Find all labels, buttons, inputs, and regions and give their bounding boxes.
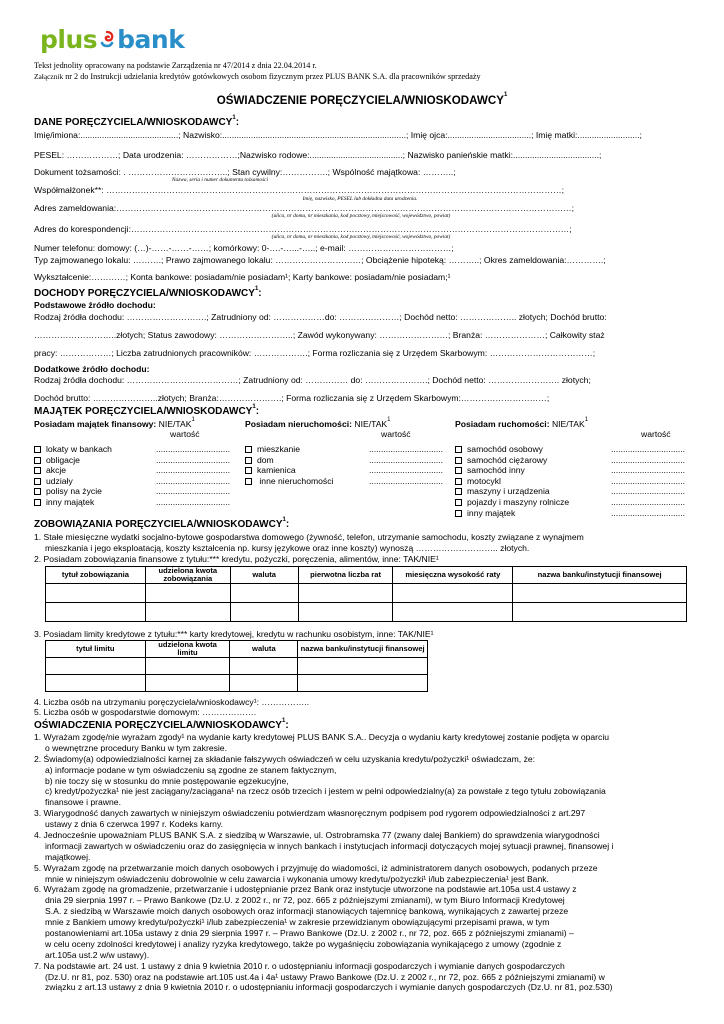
section-heading-zobowiazania xyxy=(34,519,688,531)
asset-financial-item-value[interactable]: ............................... xyxy=(156,486,231,497)
asset-realestate-item-label: kamienica xyxy=(257,465,296,476)
dochody-heading-text: DOCHODY PORĘCZYCIELA/WNIOSKODAWCY xyxy=(34,288,255,299)
asset-movable-item-label: pojazdy i maszyny rolnicze xyxy=(467,496,570,507)
majatek-heading-text: MAJĄTEK PORĘCZYCIELA/WNIOSKODAWCY xyxy=(34,406,253,417)
checkbox-icon[interactable] xyxy=(455,510,462,517)
assets-financial-heading xyxy=(34,419,244,429)
obligations-column-header: nazwa banku/instytucji finansowej xyxy=(513,567,687,584)
credit-limits-cell[interactable] xyxy=(230,675,298,692)
assets-financial-value-label: wartość xyxy=(170,429,200,440)
obligations-cell[interactable] xyxy=(513,584,687,603)
declaration-line: S.A. z siedzibą w Warszawie moich danych osobowych oraz informacji stanowiących tajemnicę bankową, wynikających z zawartej przeze xyxy=(45,906,569,917)
declaration-line: 6. Wyrażam zgodę na gromadzenie, przetwarzanie i udostępnianie przez Bank oraz instytucje utworzone na podstawie art.105a ust.4 ustawy z xyxy=(34,884,577,895)
checkbox-icon[interactable] xyxy=(245,457,252,464)
checkbox-icon[interactable] xyxy=(34,488,41,495)
dochody-heading-sup: 1 xyxy=(254,286,259,292)
declaration-line: majątkowej. xyxy=(45,851,91,862)
asset-movable-item xyxy=(455,465,688,476)
title-text: OŚWIADCZENIE PORĘCZYCIELA/WNIOSKODAWCY xyxy=(216,94,504,107)
dane-hint-spouse: Imię, nazwisko, PESEL lub dokładna data urodzenia. xyxy=(302,196,418,202)
declaration-line: b) nie toczy się w stosunku do mnie postępowanie egzekucyjne, xyxy=(45,775,289,786)
dane-line-housing[interactable]: Typ zajmowanego lokalu: ……….; Prawo zajmowanego lokalu: …………………………; Obciążenie hipoteką: ………..; Okres zameldowania:………….; xyxy=(34,255,606,265)
obligations-cell[interactable] xyxy=(145,584,230,603)
dane-heading-sup: 1 xyxy=(232,115,236,121)
asset-movable-item xyxy=(455,444,688,455)
asset-movable-item-label: maszyny i urządzenia xyxy=(467,486,550,497)
dochody-line-1[interactable]: Rodzaj źródła dochodu: ……………………….; Zatrudniony od: ………………do: …………………; Dochód netto: ……………….. złotych; Dochód brutto: xyxy=(34,312,607,322)
obligations-table-body xyxy=(46,584,687,622)
title-footnote-mark: 1 xyxy=(503,92,508,98)
obligations-cell[interactable] xyxy=(298,584,393,603)
zobowiazania-item-1: 1. Stałe miesięczne wydatki socjalno-bytowe gospodarstwa domowego (żywność, telefon, utrzymanie samochodu, koszty związane z wynajmem xyxy=(34,532,584,542)
asset-financial-item-label: inny majątek xyxy=(46,496,95,507)
assets-realestate-title: Posiadam nieruchomości: xyxy=(245,419,352,429)
checkbox-icon[interactable] xyxy=(245,446,252,453)
asset-financial-item xyxy=(34,476,244,487)
credit-limits-column-header: tytuł limitu xyxy=(46,641,146,658)
asset-financial-item-label: obligacje xyxy=(46,454,80,465)
asset-movable-item xyxy=(455,508,688,519)
asset-movable-item-value[interactable]: ............................... xyxy=(611,507,686,518)
dochody-heading-colon: : xyxy=(258,288,262,299)
zobowiazania-item-2[interactable]: 2. Posiadam zobowiązania finansowe z tytułu:*** kredytu, pożyczki, poręczenia, alimentów, inne: TAK/NIE¹ xyxy=(34,554,439,564)
asset-realestate-item-value[interactable]: ............................... xyxy=(369,454,444,465)
declaration-line: o wewnętrzne procedury Banku w tym zakresie. xyxy=(45,742,227,753)
declaration-line: mnie z Bankiem umowy kredytu/pożyczki¹ i/lub zabezpieczenia¹ w zakresie przewidzianym obowiązującymi przepisami prawa, w tym xyxy=(45,917,550,928)
section-heading-dochody xyxy=(34,288,688,300)
declaration-line: 3. Wiarygodność danych zawartych w niniejszym oświadczeniu potwierdzam własnoręcznym podpisem pod rygorem odpowiedzialności z art.297 xyxy=(34,808,586,819)
asset-financial-item xyxy=(34,455,244,466)
dane-heading-text: DANE PORĘCZYCIELA/WNIOSKODAWCY xyxy=(34,117,233,128)
checkbox-icon[interactable] xyxy=(455,467,462,474)
zobowiazania-heading-sup: 1 xyxy=(282,517,286,523)
dane-hint-correspondence-address: (ulica, nr domu, nr mieszkania, kod pocztowy, miejscowość, województwo, powiat) xyxy=(271,234,451,240)
oswiadczenia-heading-colon: : xyxy=(285,720,289,731)
obligations-column-header: udzielona kwota zobowiązania xyxy=(145,567,230,584)
asset-realestate-item-label: inne nieruchomości xyxy=(257,475,334,486)
asset-financial-item-value[interactable]: ............................... xyxy=(156,496,231,507)
checkbox-icon[interactable] xyxy=(245,467,252,474)
dane-heading-colon: : xyxy=(235,117,240,128)
asset-financial-item xyxy=(34,497,244,508)
zobowiazania-heading-colon: : xyxy=(285,519,290,530)
assets-financial-column xyxy=(34,419,244,508)
logo-text-bank: bank xyxy=(117,24,185,54)
asset-financial-item-label: polisy na życie xyxy=(46,486,102,497)
obligations-row xyxy=(46,603,687,622)
plus-bank-logo xyxy=(40,24,184,56)
declaration-line: a) informacje podane w tym oświadczeniu są zgodne ze stanem faktycznym, xyxy=(45,764,337,775)
assets-financial-title: Posiadam majątek finansowy: xyxy=(34,419,157,429)
oswiadczenia-heading-sup: 1 xyxy=(281,718,286,724)
obligations-column-header: pierwotna liczba rat xyxy=(298,567,393,584)
checkbox-icon[interactable] xyxy=(455,446,462,453)
obligations-cell[interactable] xyxy=(393,584,513,603)
declaration-line: 4. Jednocześnie upoważniam PLUS BANK S.A. z siedzibą w Warszawie, ul. Ostrobramska 77 (zwany dalej Bankiem) do sprawdzenia wiarygodności xyxy=(34,830,600,841)
asset-realestate-item-value[interactable]: ............................... xyxy=(369,475,444,486)
asset-realestate-item xyxy=(245,444,455,455)
dane-line-correspondence-address[interactable]: Adres do korespondencji:………………………………………………………………………………………………………………………………………; xyxy=(34,224,572,234)
dane-line-pesel[interactable]: PESEL: ………………; Data urodzenia: ………………;Nazwisko rodowe:.......................................; Nazwisko panieńskie matki:....................................; xyxy=(34,150,602,160)
dane-hint-document: Nazwa, seria i numer dokumentu tożsamości xyxy=(171,177,269,183)
asset-realestate-item xyxy=(245,476,455,487)
asset-financial-item-value[interactable]: ............................... xyxy=(156,475,231,486)
checkbox-icon[interactable] xyxy=(34,467,41,474)
asset-movable-item-label: motocykl xyxy=(467,475,501,486)
asset-realestate-item-label: mieszkanie xyxy=(257,443,300,454)
asset-realestate-item xyxy=(245,465,455,476)
asset-movable-item-value[interactable]: ............................... xyxy=(611,465,686,476)
zobowiazania-item-1-cont[interactable]: mieszkania i jego eksploatacją, koszty kształcenia np. kursy językowe oraz inne koszty) wynoszą ……………………….. złotych. xyxy=(45,543,530,553)
credit-limits-cell[interactable] xyxy=(145,675,230,692)
obligations-cell[interactable] xyxy=(393,603,513,622)
asset-financial-item-label: akcje xyxy=(46,465,67,476)
asset-movable-item xyxy=(455,497,688,508)
checkbox-icon[interactable] xyxy=(34,478,41,485)
obligations-table-header xyxy=(46,567,687,584)
declaration-line: mnie w niniejszym oświadczeniu dobrowolnie w celu zawarcia i wykonania umowy kredytu/pożyczki¹ i/lub zabezpieczenia¹ jest Bank. xyxy=(45,873,549,884)
checkbox-icon[interactable] xyxy=(455,499,462,506)
assets-movable-heading xyxy=(455,419,688,429)
checkbox-icon[interactable] xyxy=(455,488,462,495)
asset-movable-item-label: samochód osobowy xyxy=(467,443,543,454)
asset-financial-item xyxy=(34,465,244,476)
declaration-line: 1. Wyrażam zgodę/nie wyrażam zgody¹ na wydanie karty kredytowej PLUS BANK S.A.. Decyzja o wydaniu karty kredytowej zostanie podjęta w oparciu xyxy=(34,732,610,742)
logo-swirl-icon xyxy=(98,29,116,51)
dochody-line-5[interactable]: Dochód brutto: …………………..złotych; Branża:………………….; Forma rozliczania się z Urzędem Skarbowym:…………………………; xyxy=(34,393,550,403)
majatek-heading-sup: 1 xyxy=(252,404,256,410)
credit-limits-cell[interactable] xyxy=(46,658,146,675)
credit-limits-table-body xyxy=(46,658,428,692)
asset-movable-item-value[interactable]: ............................... xyxy=(611,475,686,486)
declaration-line: finansowe i prawne. xyxy=(45,797,121,808)
declaration-line: 7. Na podstawie art. 24 ust. 1 ustawy z dnia 9 kwietnia 2010 r. o udostępnianiu informacji gospodarczych i wymianie danych gospodarczych xyxy=(34,960,565,971)
dane-line-phone[interactable]: Numer telefonu: domowy: (…)-……-……-……; komórkowy: 0-….-…...-…..; e-mail: ………………………………; xyxy=(34,243,454,253)
obligations-row xyxy=(46,584,687,603)
declaration-line: 2. Świadomy(a) odpowiedzialności karnej za składanie fałszywych oświadczeń w celu uzyskania kredytu/pożyczki¹ oświadczam, że: xyxy=(34,753,536,764)
credit-limits-table-header xyxy=(46,641,428,658)
logo-text-plus: plus xyxy=(40,24,98,54)
obligations-table xyxy=(45,566,687,622)
asset-realestate-item xyxy=(245,455,455,466)
assets-financial-list xyxy=(34,444,244,508)
oswiadczenia-heading-text: OŚWIADCZENIA PORĘCZYCIELA/WNIOSKODAWCY xyxy=(34,720,282,731)
dane-line-education[interactable]: Wykształcenie:…………; Konta bankowe: posiadam/nie posiadam¹; Karty bankowe: posiadam/nie posiadam;¹ xyxy=(34,272,451,282)
credit-limits-column-header: nazwa banku/instytucji finansowej xyxy=(298,641,428,658)
obligations-cell[interactable] xyxy=(230,603,298,622)
credit-limits-row xyxy=(46,658,428,675)
checkbox-icon[interactable] xyxy=(34,499,41,506)
obligations-cell[interactable] xyxy=(298,603,393,622)
credit-limits-cell[interactable] xyxy=(46,675,146,692)
obligations-cell[interactable] xyxy=(145,603,230,622)
credit-limits-column-header: udzielona kwota limitu xyxy=(145,641,230,658)
credit-limits-cell[interactable] xyxy=(298,675,428,692)
checkbox-icon[interactable] xyxy=(455,478,462,485)
declarations-list xyxy=(34,732,688,993)
assets-movable-sup: 1 xyxy=(584,417,589,423)
assets-movable-value-label: wartość xyxy=(641,429,671,440)
section-heading-majatek xyxy=(34,406,688,418)
credit-limits-cell[interactable] xyxy=(145,658,230,675)
section-heading-oswiadczenia xyxy=(34,720,688,732)
asset-financial-item-label: udziały xyxy=(46,475,73,486)
declaration-line: związku z art.13 ustawy z dnia 9 kwietnia 2010 r. o udostępnianiu informacji gospodarczych i wymianie danych gospodarczych (Dz.U. nr 81, poz.530) xyxy=(45,982,613,993)
header-line-2 xyxy=(34,72,481,83)
dane-hint-registered-address: (ulica, nr domu, nr mieszkania, kod pocztowy, miejscowość, województwo, powiat) xyxy=(271,213,451,219)
assets-movable-option[interactable]: NIE/TAK xyxy=(549,419,585,429)
asset-movable-item-value[interactable]: ............................... xyxy=(611,443,686,454)
obligations-cell[interactable] xyxy=(513,603,687,622)
asset-movable-item-label: inny majątek xyxy=(467,507,516,518)
declaration-line: postanowieniami art.105a ustawy z dnia 29 sierpnia 1997 r. – Prawo Bankowe (Dz.U. z 2002 r., nr 72, poz. 665 z późniejszymi zmianami) – xyxy=(45,928,574,939)
obligations-column-header: miesięczna wysokość raty xyxy=(393,567,513,584)
credit-limits-table xyxy=(45,640,428,692)
assets-realestate-list xyxy=(245,444,455,486)
credit-limits-row xyxy=(46,675,428,692)
obligations-cell[interactable] xyxy=(230,584,298,603)
document-header xyxy=(34,61,481,82)
asset-financial-item-value[interactable]: ............................... xyxy=(156,465,231,476)
dane-line-registered-address[interactable]: Adres zameldowania:……………………………………………………………………………………………………………………………………………; xyxy=(34,203,575,213)
checkbox-icon[interactable] xyxy=(455,457,462,464)
zobowiazania-item-5[interactable]: 5. Liczba osób w gospodarstwie domowym: ………………. xyxy=(34,707,257,717)
asset-financial-item-label: lokaty w bankach xyxy=(46,443,112,454)
obligations-cell[interactable] xyxy=(46,584,146,603)
declaration-line: w celu oceny zdolności kredytowej i analizy ryzyka kredytowego, także po wygaśnięciu zobowiązania wynikającego z umowy (zgodnie z xyxy=(45,938,562,949)
zobowiazania-heading-text: ZOBOWIĄZANIA PORĘCZYCIELA/WNIOSKODAWCY xyxy=(34,519,283,530)
credit-limits-cell[interactable] xyxy=(298,658,428,675)
asset-movable-item-value[interactable]: ............................... xyxy=(611,486,686,497)
declaration-line: ustawy z dnia 6 czerwca 1997 r. Kodeks karny. xyxy=(45,819,224,830)
assets-movable-column xyxy=(455,419,688,518)
checkbox-icon[interactable] xyxy=(245,478,252,485)
obligations-cell[interactable] xyxy=(46,603,146,622)
assets-financial-option[interactable]: NIE/TAK xyxy=(156,419,192,429)
declaration-line: c) kredyt/pożyczka¹ nie jest zaciągany/zaciągana¹ na rzecz osób trzecich i jestem w pełni odpowiedzialny(a) za powstałe z tego tytułu zobowiązania xyxy=(45,786,606,797)
section-heading-dane xyxy=(34,117,688,129)
checkbox-icon[interactable] xyxy=(34,457,41,464)
assets-realestate-heading xyxy=(245,419,455,429)
declaration-line: informacji zawartych w oświadczeniu oraz do zasięgnięcia w innych bankach i instytucjach informacji dotyczących mojej sytuacji prawnej, finansowej i xyxy=(45,840,614,851)
dochody-additional-heading: Dodatkowe źródło dochodu: xyxy=(34,364,150,374)
assets-financial-sup: 1 xyxy=(191,417,195,423)
checkbox-icon[interactable] xyxy=(34,446,41,453)
credit-limits-column-header: waluta xyxy=(230,641,298,658)
assets-realestate-value-label: wartość xyxy=(381,429,411,440)
asset-movable-item xyxy=(455,486,688,497)
header-attachment-label: Załącznik xyxy=(34,71,64,81)
obligations-column-header: waluta xyxy=(230,567,298,584)
declaration-line: (Dz.U. nr 81, poz. 530) oraz na podstawie art.105 ust.4a i 4a¹ ustawy Prawo Bankowe (Dz.U. z 2002 r., nr 72, poz. 665 z późniejszymi zmianami) w xyxy=(45,971,605,982)
dane-line-names[interactable]: Imię/imiona:.........................................; Nazwisko:.............................................................................; Imię ojca:...................................; Imię matki:..........................; xyxy=(34,130,642,140)
assets-movable-list xyxy=(455,444,688,518)
header-attachment-text: nr 2 do Instrukcji udzielania kredytów gotówkowych osobom fizycznym przez PLUS BANK S.A. dla pracowników sprzedaży xyxy=(63,71,481,81)
dochody-line-4[interactable]: Rodzaj źródła dochodu: …………………………………; Zatrudniony od: …………… do: ………………….; Dochód netto: ……………………. złotych; xyxy=(34,375,591,385)
dane-line-spouse[interactable]: Współmałżonek**: ……………………………………………………………………………………………………………………………………………; xyxy=(34,185,564,195)
asset-realestate-item-value[interactable]: ............................... xyxy=(369,443,444,454)
asset-financial-item xyxy=(34,486,244,497)
assets-realestate-sup: 1 xyxy=(387,417,391,423)
asset-realestate-item-value[interactable]: ............................... xyxy=(369,465,444,476)
declaration-line: 5. Wyrażam zgodę na przetwarzanie moich danych osobowych i przyjmuję do wiadomości, iż administratorem danych osobowych, podanych przeze xyxy=(34,862,598,873)
declaration-line: art.105a ust.2 w/w ustawy). xyxy=(45,949,150,960)
asset-movable-item xyxy=(455,476,688,487)
asset-financial-item xyxy=(34,444,244,455)
asset-financial-item-value[interactable]: ............................... xyxy=(156,454,231,465)
declaration-line: dnia 29 sierpnia 1997 r. – Prawo Bankowe (Dz.U. z 2002 r., nr 72, poz. 665 z późniejszymi zmianami), w tym Biuro Informacji Kredytowej xyxy=(45,895,565,906)
asset-movable-item-value[interactable]: ............................... xyxy=(611,454,686,465)
obligations-column-header: tytuł zobowiązania xyxy=(46,567,146,584)
assets-movable-title: Posiadam ruchomości: xyxy=(455,419,550,429)
asset-movable-item xyxy=(455,455,688,466)
document-title xyxy=(0,94,724,108)
asset-movable-item-label: samochód ciężarowy xyxy=(467,454,548,465)
asset-financial-item-value[interactable]: ............................... xyxy=(156,443,231,454)
dochody-line-3[interactable]: pracy: ………………; Liczba zatrudnionych pracowników: ……………….; Forma rozliczania się z Urzędem Skarbowym: ………………………………; xyxy=(34,348,596,358)
majatek-heading-colon: : xyxy=(255,406,260,417)
credit-limits-cell[interactable] xyxy=(230,658,298,675)
assets-realestate-column xyxy=(245,419,455,486)
asset-realestate-item-label: dom xyxy=(257,454,274,465)
dochody-line-2[interactable]: ………………………..złotych; Status zawodowy: ……………………..; Zawód wykonywany: ……………………; Branża: …………………; Całkowity staż xyxy=(34,330,605,340)
asset-movable-item-value[interactable]: ............................... xyxy=(611,496,686,507)
assets-realestate-option[interactable]: NIE/TAK xyxy=(351,419,388,429)
asset-movable-item-label: samochód inny xyxy=(467,465,525,476)
zobowiazania-item-4[interactable]: 4. Liczba osób na utrzymaniu poręczyciela/wnioskodawcy¹: …………….. xyxy=(34,697,310,707)
zobowiazania-item-3[interactable]: 3. Posiadam limity kredytowe z tytułu:*** karty kredytowej, kredytu w rachunku osobistym, inne: TAK/NIE¹ xyxy=(34,629,434,639)
dochody-primary-heading: Podstawowe źródło dochodu: xyxy=(34,300,156,310)
header-line-1: Tekst jednolity opracowany na podstawie Zarządzenia nr 47/2014 z dnia 22.04.2014 r. xyxy=(34,61,317,70)
dane-line-document[interactable]: Dokument tożsamości: . ……………………………..; Stan cywilny:…………….; Wspólność majątkowa: ………..; xyxy=(34,167,456,177)
